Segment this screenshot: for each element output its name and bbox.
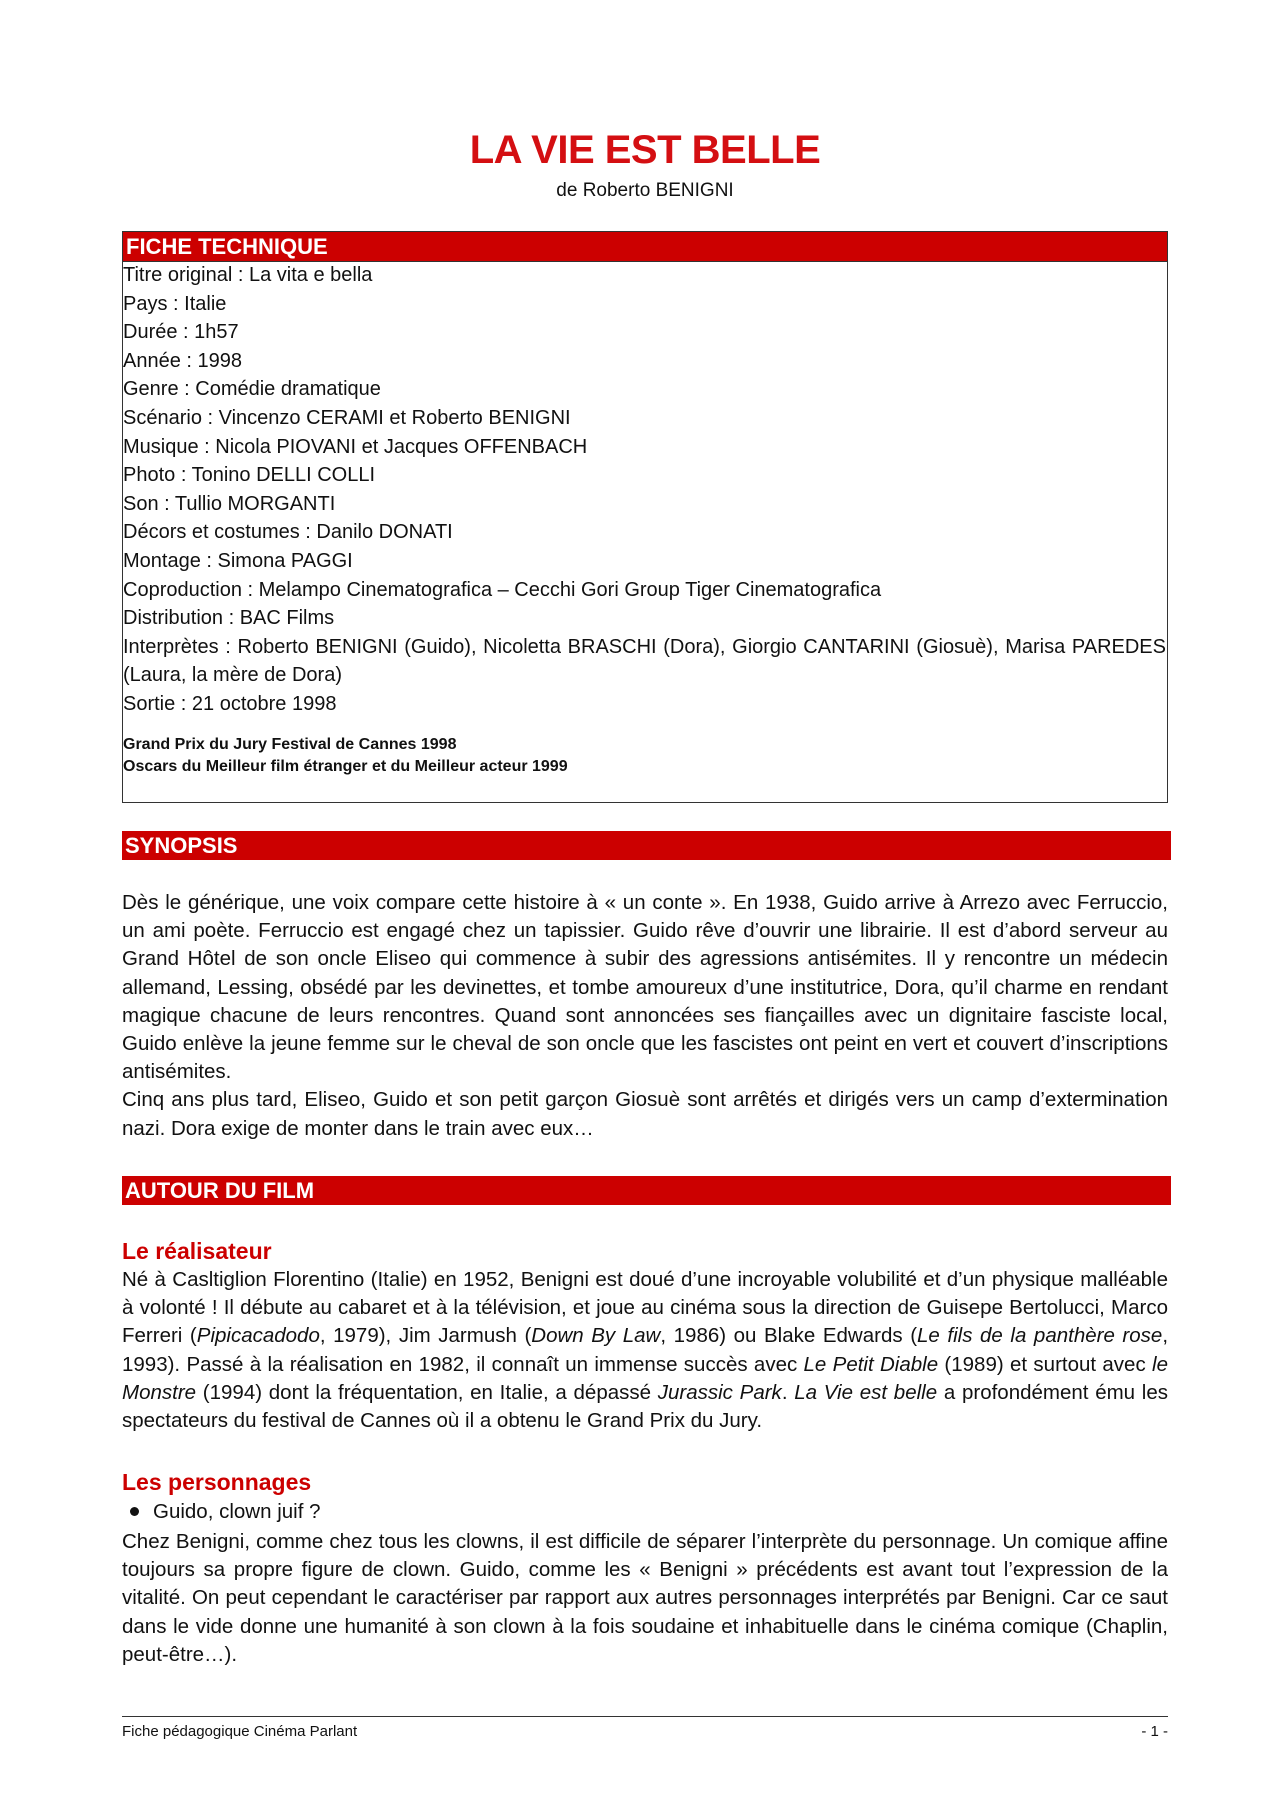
film-title: Le Petit Diable	[803, 1352, 939, 1376]
film-title: Pipicacadodo	[196, 1324, 320, 1348]
fiche-line: Pays : Italie	[123, 292, 227, 315]
fiche-technique-box	[122, 231, 1168, 803]
film-title: Le fils de la panthère rose	[917, 1324, 1163, 1348]
bullet-icon	[130, 1507, 139, 1516]
bullet-text: Guido, clown juif ?	[153, 1500, 321, 1523]
fiche-line: Distribution : BAC Films	[123, 607, 335, 630]
fiche-technique-list	[123, 261, 1167, 719]
fiche-line: Montage : Simona PAGGI	[123, 549, 353, 572]
personnages-paragraph: Chez Benigni, comme chez tous les clowns, il est difficile de séparer l’interprète du personnage. Un comique affine toujours sa propre figure de clown. Guido, comme les « Benigni » précédents est avant tout l’expression de la vitalité. On peut cependant le caractériser par rapport aux autres personnages interprétés par Benigni. Car ce saut dans le vide donne une humanité à son clown à la fois soudaine et inhabituelle dans le cinéma comique (Chaplin, peut-être…).	[122, 1530, 1168, 1666]
personnages-heading: Les personnages	[122, 1469, 312, 1495]
realisateur-text: a profondément ému les spectateurs du festival de Cannes où il a obtenu le Grand Prix du Jury.	[122, 1380, 1168, 1433]
film-title: le Monstre	[122, 1352, 1168, 1404]
film-title: Down By Law	[531, 1324, 661, 1348]
synopsis-paragraph	[122, 889, 1168, 1143]
film-title: Jurassic Park	[657, 1380, 782, 1404]
page-subtitle: de Roberto BENIGNI	[556, 180, 734, 201]
realisateur-heading: Le réalisateur	[122, 1238, 272, 1264]
realisateur-text: .	[781, 1380, 795, 1404]
synopsis-text-2: Cinq ans plus tard, Eliseo, Guido et son petit garçon Giosuè sont arrêtés et dirigés vers un camp d’extermination nazi. Dora exige de monter dans le train avec eux…	[122, 1088, 1168, 1140]
realisateur-text: Né à Casltiglion Florentino (Italie) en 1952, Benigni est doué d’une incroyable volubilité et d’un physique malléable à volonté ! Il débute au cabaret et à la télévision, et joue au cinéma sous la direction de Guisepe Bertolucci, Marco Ferreri (	[122, 1268, 1168, 1348]
page-number: - 1 -	[1141, 1723, 1168, 1740]
fiche-line: Durée : 1h57	[123, 321, 239, 344]
fiche-line: Scénario : Vincenzo CERAMI et Roberto BENIGNI	[123, 406, 571, 429]
footer-label: Fiche pédagogique Cinéma Parlant	[122, 1723, 358, 1740]
film-title: La Vie est belle	[794, 1380, 938, 1404]
realisateur-paragraph	[122, 1266, 1168, 1435]
awards-list	[123, 734, 1167, 778]
synopsis-text-1: Dès le générique, une voix compare cette histoire à « un conte ». En 1938, Guido arrive à Arrezo avec Ferruccio, un ami poète. Ferruccio est engagé chez un tapissier. Guido rêve d’ouvrir une librairie. Il est d’abord serveur au Grand Hôtel de son oncle Eliseo qui commence à subir des agressions antisémites. Il y rencontre un médecin allemand, Lessing, obsédé par les devinettes, et tombe amoureux d’une institutrice, Dora, qu’il charme en rendant magique chacune de leurs rencontres. Quand sont annoncées ses fiançailles avec un dignitaire fasciste local, Guido enlève la jeune femme sur le cheval de son oncle que les fascistes ont peint en vert et couvert d’inscriptions antisémites.	[122, 891, 1168, 1084]
page-title: LA VIE EST BELLE	[469, 128, 821, 172]
award-item: Grand Prix du Jury Festival de Cannes 1998	[123, 735, 457, 753]
fiche-line: Coproduction : Melampo Cinematografica – Cecchi Gori Group Tiger Cinematografica	[123, 578, 882, 601]
fiche-technique-heading: FICHE TECHNIQUE	[123, 232, 1167, 262]
fiche-line: Genre : Comédie dramatique	[123, 378, 381, 401]
realisateur-text: , 1986) ou Blake Edwards (	[660, 1324, 918, 1348]
realisateur-text: (1994) dont la fréquentation, en Italie, a dépassé	[196, 1380, 658, 1404]
fiche-line: Année : 1998	[123, 349, 242, 372]
realisateur-text: (1989) et surtout avec	[938, 1352, 1153, 1376]
autour-heading: AUTOUR DU FILM	[122, 1176, 1171, 1205]
realisateur-text: , 1993). Passé à la réalisation en 1982, il connaît un immense succès avec	[122, 1324, 1169, 1376]
fiche-line: Titre original : La vita e bella	[123, 264, 373, 286]
fiche-line: Son : Tullio MORGANTI	[123, 492, 336, 515]
fiche-line: Photo : Tonino DELLI COLLI	[123, 464, 376, 487]
realisateur-text: , 1979), Jim Jarmush (	[319, 1324, 532, 1348]
footer-divider	[122, 1716, 1168, 1717]
bullet-item	[122, 1500, 321, 1524]
fiche-line: Décors et costumes : Danilo DONATI	[123, 521, 453, 544]
fiche-interpretes: Interprètes : Roberto BENIGNI (Guido), Nicoletta BRASCHI (Dora), Giorgio CANTARINI (Giosuè), Marisa PAREDES (Laura, la mère de Dora)	[123, 635, 1166, 687]
synopsis-heading: SYNOPSIS	[122, 831, 1171, 860]
fiche-sortie: Sortie : 21 octobre 1998	[123, 692, 337, 715]
award-item: Oscars du Meilleur film étranger et du Meilleur acteur 1999	[123, 757, 568, 775]
fiche-line: Musique : Nicola PIOVANI et Jacques OFFENBACH	[123, 435, 588, 458]
